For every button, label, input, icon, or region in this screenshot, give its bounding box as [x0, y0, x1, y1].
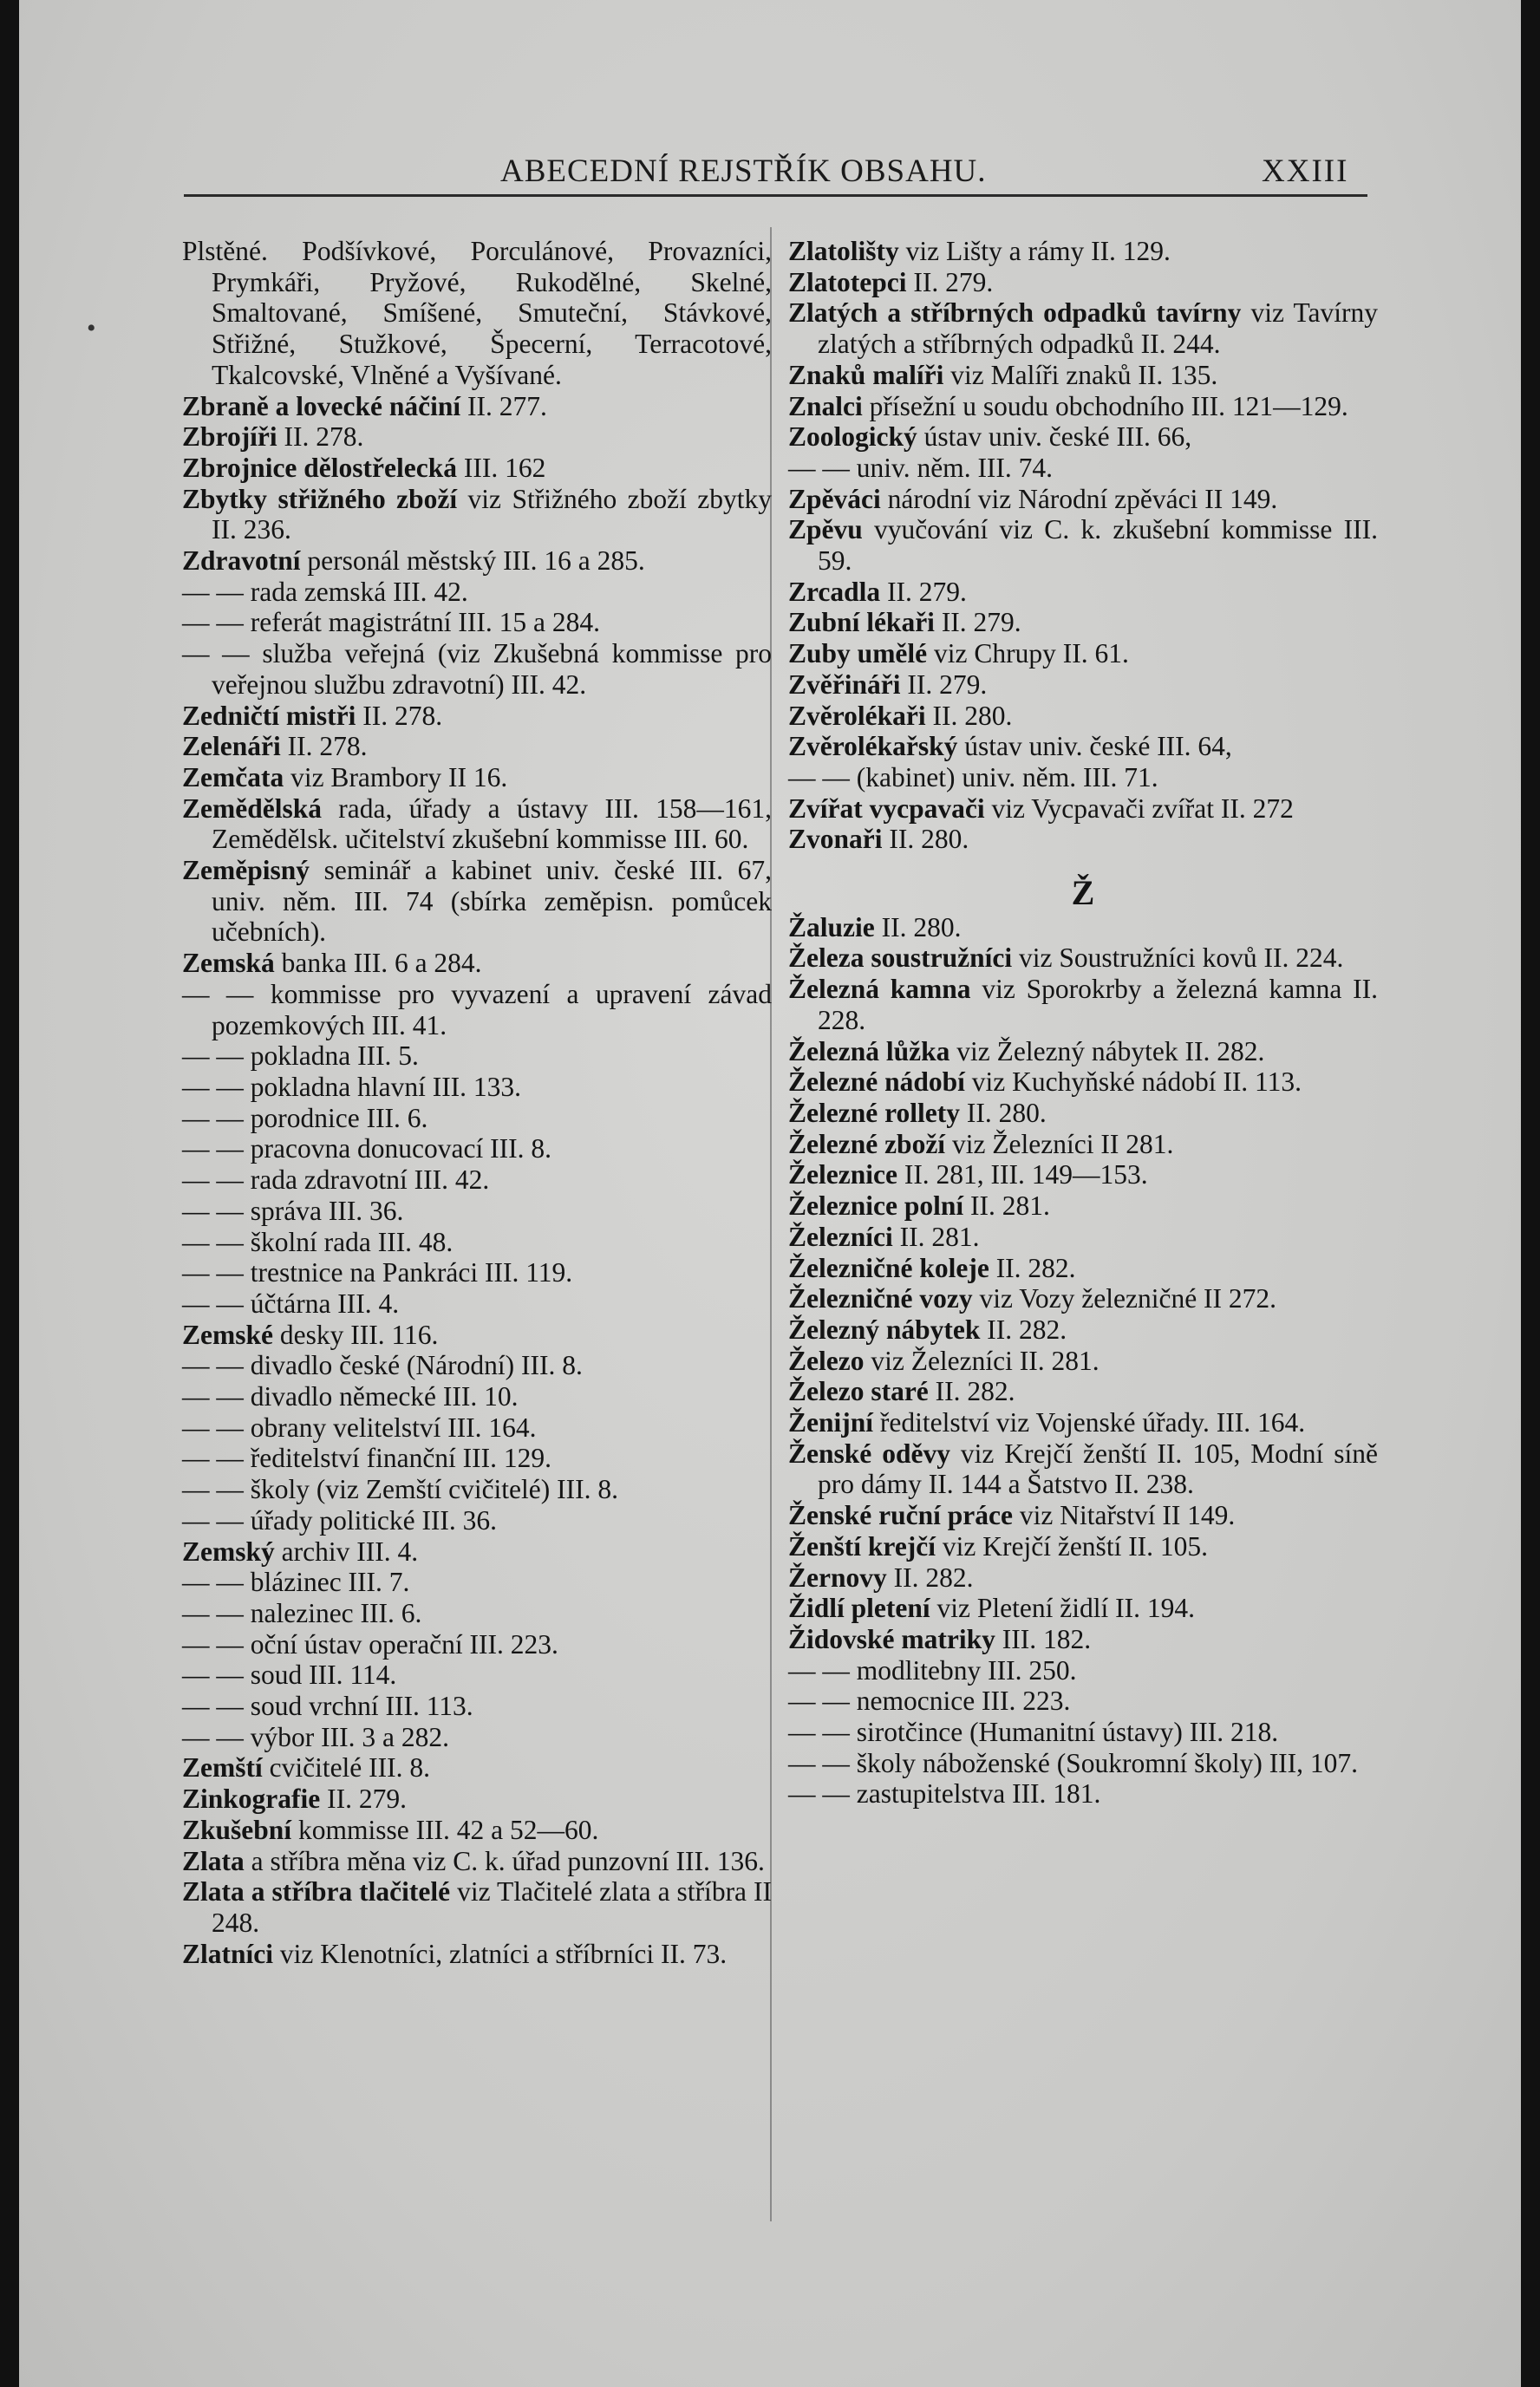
- index-entry: [182, 1320, 772, 1351]
- entry-text: viz Klenotníci, zlatníci a stříbrníci II. 73.: [273, 1938, 728, 1969]
- entry-text: II. 279.: [934, 607, 1021, 638]
- entry-text: — — školy (viz Zemští cvičitelé) III. 8.: [182, 1474, 618, 1505]
- index-entry: [788, 514, 1378, 576]
- index-entry: [788, 1717, 1378, 1748]
- entry-text: II. 282.: [886, 1562, 974, 1593]
- entry-text: ředitelství viz Vojenské úřady. III. 164.: [873, 1407, 1306, 1438]
- entry-heading: Ženští krejčí: [788, 1530, 936, 1562]
- entry-heading: Železo: [788, 1345, 865, 1376]
- entry-heading: Zpěvu: [788, 514, 863, 545]
- entry-text: III. 182.: [995, 1623, 1092, 1654]
- entry-heading: Zinkografie: [182, 1784, 321, 1815]
- index-entry: [182, 1536, 772, 1568]
- entry-heading: Zoologický: [788, 421, 917, 453]
- entry-text: viz Střižného zboží zbytky II. 236.: [212, 483, 772, 545]
- entry-text: viz Tavírny zlatých a stříbrných odpadků II. 244.: [818, 297, 1378, 360]
- index-entry: [788, 1500, 1378, 1531]
- entry-heading: Znalci: [788, 390, 863, 421]
- entry-heading: Železná kamna: [788, 974, 971, 1005]
- index-entry: [788, 607, 1378, 638]
- entry-heading: Zrcadla: [788, 576, 881, 607]
- index-entry: [788, 942, 1378, 974]
- index-entry: [788, 236, 1378, 267]
- entry-text: viz Tlačitelé zlata a stříbra II 248.: [212, 1876, 772, 1938]
- entry-text: a stříbra měna viz C. k. úřad punzovní III. 136.: [244, 1845, 765, 1876]
- index-entry: [182, 391, 772, 422]
- index-entry: [182, 1072, 772, 1103]
- entry-text: — — referát magistrátní III. 15 a 284.: [182, 607, 600, 638]
- entry-text: II. 282.: [980, 1314, 1067, 1345]
- entry-heading: Zvěrolékařský: [788, 731, 958, 762]
- entry-heading: Zpěváci: [788, 483, 881, 514]
- entry-text: viz Pletení židlí II. 194.: [930, 1593, 1195, 1624]
- entry-heading: Zemský: [182, 1536, 275, 1567]
- entry-heading: Železné rollety: [788, 1097, 960, 1128]
- entry-text: II. 282.: [928, 1376, 1015, 1407]
- index-entry: [788, 1748, 1378, 1779]
- entry-text: II. 277.: [460, 390, 547, 421]
- entry-text: viz Vozy železničné II 272.: [972, 1283, 1277, 1314]
- entry-heading: Zvěrolékaři: [788, 700, 926, 731]
- margin-mark: •: [87, 314, 96, 342]
- entry-heading: Zemské: [182, 1319, 273, 1350]
- left-column: [182, 236, 772, 1969]
- entry-heading: Zuby umělé: [788, 638, 928, 669]
- entry-heading: Židovské matriky: [788, 1623, 995, 1654]
- entry-heading: Zeměpisný: [182, 855, 310, 886]
- entry-heading: Železa soustružníci: [788, 942, 1013, 974]
- index-entry: [182, 701, 772, 732]
- entry-text: viz Krejčí ženští II. 105.: [936, 1530, 1209, 1562]
- index-entry: [788, 1190, 1378, 1222]
- index-entry: [182, 979, 772, 1040]
- index-entry: [182, 1629, 772, 1660]
- entry-heading: Znaků malíři: [788, 359, 944, 390]
- entry-heading: Židlí pletení: [788, 1593, 930, 1624]
- entry-heading: Železo staré: [788, 1376, 929, 1407]
- index-entry: [788, 1778, 1378, 1810]
- entry-heading: Železná lůžka: [788, 1035, 950, 1066]
- entry-text: — — nemocnice III. 223.: [788, 1686, 1071, 1717]
- entry-heading: Železné nádobí: [788, 1066, 965, 1098]
- index-entry: [788, 1222, 1378, 1253]
- page-number: XXIII: [1262, 153, 1349, 189]
- entry-text: viz Železný nábytek II. 282.: [949, 1035, 1265, 1066]
- index-entry: [788, 731, 1378, 762]
- index-entry: [182, 1412, 772, 1444]
- index-entry: [788, 453, 1378, 484]
- index-entry: [182, 762, 772, 793]
- index-entry: [182, 1939, 772, 1970]
- entry-heading: Ženské oděvy: [788, 1438, 950, 1469]
- entry-heading: Železničné koleje: [788, 1252, 989, 1283]
- entry-heading: Ženijní: [788, 1407, 874, 1438]
- index-entry: [788, 1346, 1378, 1377]
- index-entry: [182, 1752, 772, 1784]
- entry-heading: Zedničtí mistři: [182, 700, 356, 731]
- entry-text: — — rada zdravotní III. 42.: [182, 1164, 490, 1196]
- index-entry: [182, 1598, 772, 1629]
- entry-text: — — pokladna hlavní III. 133.: [182, 1071, 522, 1102]
- entry-heading: Železničné vozy: [788, 1283, 973, 1314]
- index-entry: [788, 1655, 1378, 1686]
- entry-text: ústav univ. české III. 66,: [917, 421, 1192, 453]
- index-entry: [182, 236, 772, 391]
- index-entry: [788, 1283, 1378, 1314]
- entry-text: II. 280.: [925, 700, 1013, 731]
- index-entry: [182, 1103, 772, 1134]
- index-entry: [182, 484, 772, 545]
- entry-heading: Zubní lékaři: [788, 607, 935, 638]
- entry-text: viz Kuchyňské nádobí II. 113.: [964, 1066, 1302, 1098]
- entry-text: — — divadlo české (Národní) III. 8.: [182, 1350, 583, 1381]
- entry-text: II. 279.: [880, 576, 967, 607]
- index-entry: [788, 701, 1378, 732]
- entry-text: viz Vycpavači zvířat II. 272: [984, 792, 1294, 824]
- entry-text: — — porodnice III. 6.: [182, 1102, 428, 1133]
- index-entry: [182, 1784, 772, 1815]
- entry-text: — — univ. něm. III. 74.: [788, 452, 1054, 483]
- entry-text: — — blázinec III. 7.: [182, 1567, 410, 1598]
- entry-text: banka III. 6 a 284.: [274, 948, 482, 979]
- entry-heading: Zlatníci: [182, 1938, 274, 1969]
- entry-heading: Zlata: [182, 1845, 245, 1876]
- index-entry: [182, 1381, 772, 1412]
- index-entry: [182, 1196, 772, 1227]
- entry-text: — — rada zemská III. 42.: [182, 576, 468, 607]
- entry-text: — — soud vrchní III. 113.: [182, 1691, 473, 1722]
- entry-heading: Železníci: [788, 1221, 893, 1252]
- entry-heading: Zlata a stříbra tlačitelé: [182, 1876, 451, 1908]
- entry-text: viz Soustružníci kovů II. 224.: [1012, 942, 1344, 974]
- index-entry: [182, 607, 772, 638]
- index-entry: [182, 1474, 772, 1505]
- index-entry: [182, 1691, 772, 1722]
- index-entry: [182, 1164, 772, 1196]
- entry-heading: Zdravotní: [182, 545, 301, 577]
- index-entry: [182, 1815, 772, 1846]
- entry-text: II. 281.: [892, 1221, 980, 1252]
- right-column-z-entries: [788, 236, 1378, 855]
- index-entry: [788, 297, 1378, 359]
- entry-text: ústav univ. české III. 64,: [957, 731, 1232, 762]
- index-entry: [182, 545, 772, 577]
- entry-text: národní viz Národní zpěváci II 149.: [880, 483, 1278, 514]
- index-entry: [182, 638, 772, 700]
- entry-heading: Zlatotepci: [788, 266, 907, 297]
- entry-text: viz Sporokrby a železná kamna II. 228.: [818, 974, 1378, 1035]
- index-entry: [182, 1846, 772, 1877]
- entry-heading: Ženské ruční práce: [788, 1500, 1013, 1531]
- entry-text: — — výbor III. 3 a 282.: [182, 1721, 449, 1752]
- index-entry: [182, 421, 772, 453]
- entry-text: — — správa III. 36.: [182, 1195, 404, 1226]
- index-entry: [788, 824, 1378, 855]
- index-entry: [788, 1129, 1378, 1160]
- index-entry: [182, 1288, 772, 1320]
- index-entry: [788, 1438, 1378, 1500]
- entry-text: — — modlitebny III. 250.: [788, 1654, 1077, 1686]
- entry-text: II. 281, III. 149—153.: [897, 1159, 1148, 1190]
- index-entry: [182, 1876, 772, 1938]
- index-entry: [182, 731, 772, 762]
- entry-heading: Zvířat vycpavači: [788, 792, 985, 824]
- index-entry: [788, 1253, 1378, 1284]
- index-entry: [788, 1686, 1378, 1717]
- index-entry: [788, 1407, 1378, 1438]
- entry-text: II. 278.: [277, 421, 364, 453]
- entry-text: II. 278.: [356, 700, 443, 731]
- entry-text: — — účtárna III. 4.: [182, 1288, 400, 1319]
- entry-text: — — zastupitelstva III. 181.: [788, 1778, 1101, 1810]
- index-entry: [788, 1593, 1378, 1624]
- entry-text: — — kommisse pro vyvazení a upravení závad pozemkových III. 41.: [182, 978, 772, 1040]
- index-entry: [182, 577, 772, 608]
- entry-text: viz Chrupy II. 61.: [927, 638, 1129, 669]
- entry-text: viz Lišty a rámy II. 129.: [898, 236, 1171, 266]
- entry-heading: Zbraně a lovecké náčiní: [182, 390, 461, 421]
- entry-text: — — pracovna donucovací III. 8.: [182, 1133, 551, 1164]
- index-entry: [788, 484, 1378, 515]
- index-entry: [788, 1066, 1378, 1098]
- entry-text: desky III. 116.: [273, 1319, 439, 1350]
- entry-heading: Zemědělská: [182, 792, 322, 824]
- index-entry: [788, 912, 1378, 943]
- entry-text: — — soud III. 114.: [182, 1660, 397, 1691]
- entry-heading: Zkušební: [182, 1814, 292, 1845]
- entry-text: — — trestnice na Pankráci III. 119.: [182, 1257, 573, 1288]
- entry-heading: Zemčata: [182, 761, 284, 792]
- index-entry: [788, 577, 1378, 608]
- right-column-zh-entries: [788, 912, 1378, 1810]
- index-entry: [182, 1133, 772, 1164]
- entry-text: II. 281.: [963, 1190, 1050, 1222]
- index-entry: [788, 762, 1378, 793]
- index-entry: [182, 1567, 772, 1598]
- entry-text: seminář a kabinet univ. české III. 67, univ. něm. III. 74 (sbírka zeměpisn. pomůcek učebních).: [212, 855, 772, 948]
- index-entry: [788, 974, 1378, 1035]
- entry-heading: Žaluzie: [788, 911, 875, 942]
- entry-text: — — ředitelství finanční III. 129.: [182, 1443, 552, 1474]
- index-entry: [182, 1227, 772, 1258]
- entry-text: cvičitelé III. 8.: [262, 1752, 431, 1784]
- index-entry: [182, 948, 772, 979]
- entry-text: — — oční ústav operační III. 223.: [182, 1628, 558, 1660]
- index-entry: [182, 1722, 772, 1753]
- index-entry: [788, 1098, 1378, 1129]
- entry-text: rada, úřady a ústavy III. 158—161, Zemědělsk. učitelství zkušební kommisse III. 60.: [212, 792, 772, 855]
- index-entry: [182, 1660, 772, 1691]
- entry-text: — — nalezinec III. 6.: [182, 1597, 422, 1628]
- index-entry: [788, 638, 1378, 669]
- index-entry: [788, 1531, 1378, 1562]
- entry-heading: Železný nábytek: [788, 1314, 981, 1345]
- entry-heading: Zvěřináři: [788, 668, 901, 700]
- entry-text: — — obrany velitelství III. 164.: [182, 1412, 537, 1443]
- index-entry: [788, 421, 1378, 453]
- entry-heading: Zvonaři: [788, 824, 883, 855]
- index-entry: [788, 1376, 1378, 1407]
- entry-text: přísežní u soudu obchodního III. 121—129.: [862, 390, 1348, 421]
- entry-text: II. 278.: [280, 731, 368, 762]
- header-rule: [184, 194, 1367, 197]
- index-entry: [788, 1624, 1378, 1655]
- section-letter: Ž: [1071, 873, 1095, 913]
- index-entry: [788, 360, 1378, 391]
- entry-text: — — školní rada III. 48.: [182, 1226, 454, 1257]
- entry-text: viz Malíři znaků II. 135.: [943, 359, 1218, 390]
- index-entry: [182, 1505, 772, 1536]
- entry-heading: Železnice: [788, 1159, 897, 1190]
- entry-heading: Zbrojnice dělostřelecká: [182, 452, 457, 483]
- index-entry: [182, 1350, 772, 1381]
- entry-heading: Železné zboží: [788, 1128, 946, 1159]
- entry-text: viz Nitařství II 149.: [1012, 1500, 1236, 1531]
- entry-text: Plstěné. Podšívkové, Porculánové, Provazníci, Prymkáři, Pryžové, Rukodělné, Skelné, Smaltované, Smíšené, Smuteční, Stávkové, Střižné, Stužkové, Špecerní, Terracotové, Tkalcovské, Vlněné a Vyšívané.: [182, 236, 772, 390]
- entry-text: II. 282.: [989, 1252, 1076, 1283]
- right-column: [788, 236, 1378, 1810]
- entry-text: — — úřady politické III. 36.: [182, 1504, 498, 1536]
- index-entry: [182, 1443, 772, 1474]
- index-entry: [788, 267, 1378, 298]
- entry-text: II. 280.: [959, 1097, 1047, 1128]
- index-entry: [788, 1159, 1378, 1190]
- index-entry: [788, 391, 1378, 422]
- entry-text: archiv III. 4.: [274, 1536, 419, 1567]
- entry-text: II. 279.: [900, 668, 988, 700]
- index-entry: [788, 1562, 1378, 1594]
- index-entry: [182, 1257, 772, 1288]
- entry-heading: Zemská: [182, 948, 275, 979]
- entry-heading: Zlatolišty: [788, 236, 899, 266]
- index-entry: [182, 855, 772, 948]
- entry-text: — — pokladna III. 5.: [182, 1040, 419, 1072]
- entry-text: — — služba veřejná (viz Zkušebná kommisse pro veřejnou službu zdravotní) III. 42.: [182, 638, 772, 700]
- entry-heading: Zemští: [182, 1752, 263, 1784]
- entry-text: — — školy náboženské (Soukromní školy) III, 107.: [788, 1747, 1359, 1778]
- entry-text: viz Brambory II 16.: [284, 761, 508, 792]
- entry-text: II. 280.: [882, 824, 969, 855]
- index-entry: [788, 669, 1378, 701]
- entry-heading: Zelenáři: [182, 731, 281, 762]
- entry-text: II. 279.: [320, 1784, 407, 1815]
- entry-heading: Žernovy: [788, 1562, 887, 1593]
- page-header: [19, 146, 1521, 198]
- entry-text: vyučování viz C. k. zkušební kommisse III. 59.: [818, 514, 1378, 577]
- running-title: ABECEDNÍ REJSTŘÍK OBSAHU.: [500, 153, 987, 189]
- index-entry: [182, 453, 772, 484]
- entry-text: — — (kabinet) univ. něm. III. 71.: [788, 761, 1158, 792]
- entry-text: viz Železníci II 281.: [945, 1128, 1174, 1159]
- entry-heading: Zlatých a stříbrných odpadků tavírny: [788, 297, 1242, 329]
- entry-text: personál městský III. 16 a 285.: [300, 545, 645, 577]
- entry-text: — — divadlo německé III. 10.: [182, 1381, 519, 1412]
- entry-text: III. 162: [456, 452, 546, 483]
- index-entry: [788, 1314, 1378, 1346]
- book-page: [19, 0, 1521, 2387]
- entry-text: — — sirotčince (Humanitní ústavy) III. 218.: [788, 1717, 1279, 1748]
- entry-text: II. 280.: [874, 911, 962, 942]
- entry-heading: Zbytky střižného zboží: [182, 483, 458, 514]
- entry-text: kommisse III. 42 a 52—60.: [291, 1814, 599, 1845]
- entry-heading: Zbrojíři: [182, 421, 277, 453]
- entry-heading: Železnice polní: [788, 1190, 964, 1222]
- entry-text: viz Železníci II. 281.: [864, 1345, 1100, 1376]
- entry-text: II. 279.: [906, 266, 994, 297]
- index-entry: [182, 1040, 772, 1072]
- index-entry: [788, 1036, 1378, 1067]
- index-entry: [788, 793, 1378, 825]
- entry-text: viz Krejčí ženští II. 105, Modní síně pro dámy II. 144 a Šatstvo II. 238.: [818, 1438, 1378, 1500]
- index-entry: [182, 793, 772, 855]
